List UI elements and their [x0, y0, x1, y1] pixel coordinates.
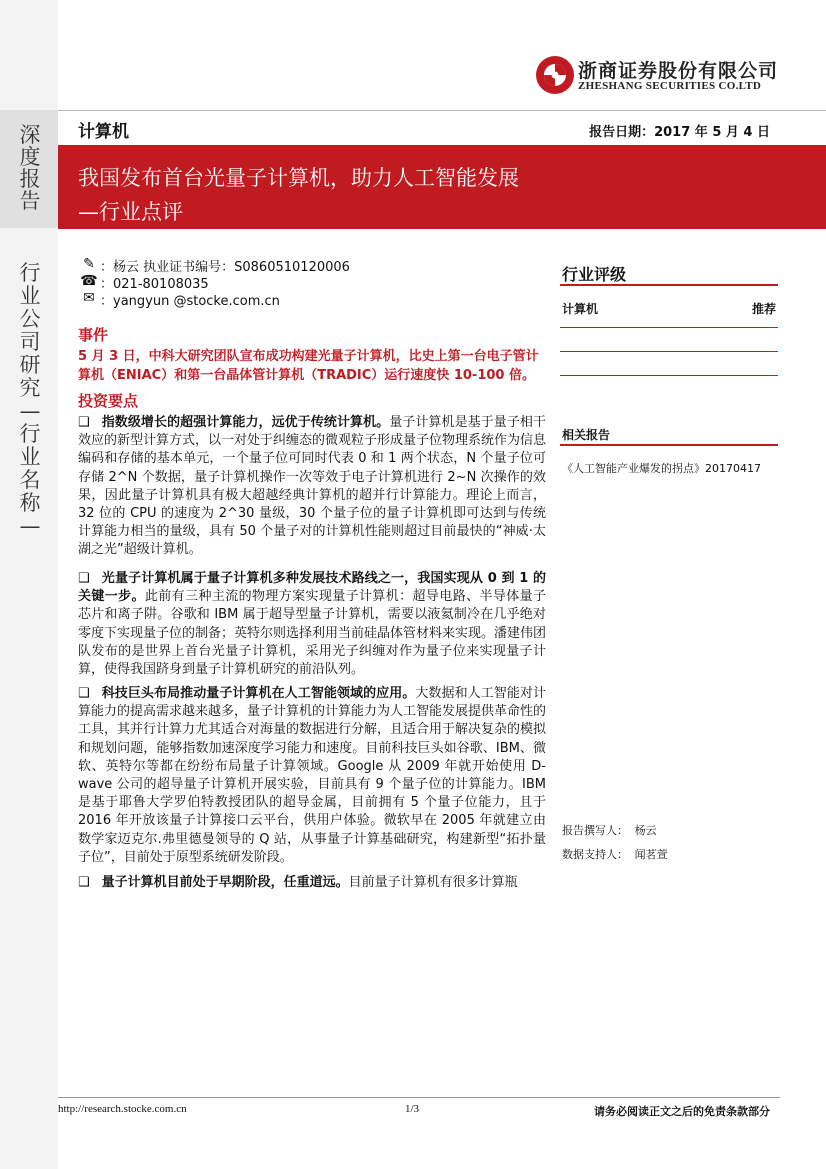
analyst-email[interactable]: ：yangyun @stocke.com.cn [100, 294, 280, 309]
rating-divider-top [560, 284, 778, 286]
page-number: 1/3 [405, 1103, 420, 1115]
phone-icon: ☎ [80, 273, 98, 289]
report-date: 报告日期：2017 年 5 月 4 日 [589, 125, 770, 140]
report-type-label: 深度报告 [19, 123, 41, 213]
point-2-body: 此前有三种主流的物理方案实现量子计算机：超导电路、半导体量子芯片和离子阱。谷歌和 IBM 属于超导型量子计算机，需要以液氦制冷在几乎绝对零度下实现量子位的制备；英特尔则选择利用当前硅晶体管材料来实现。潘建伟团队发布的是世界上首台光量子计算机，采用光子纠缠对作为量子位来实现量子计算，使得我国跻身到量子计算机研究的前沿队列。 [78, 589, 547, 678]
rating-heading: 行业评级 [562, 265, 627, 284]
event-heading: 事件 [78, 326, 109, 344]
point-1-lead: 指数级增长的超强计算能力，远优于传统计算机。 [101, 415, 390, 430]
point-3-body: 大数据和人工智能对计算能力的提高需求越来越多，量子计算机的计算能力为人工智能发展提供革命性的工具，其并行计算力尤其适合对海量的数据进行分解，且适合用于解决复杂的模拟和规划问题，能够指数加速深度学习能力和速度。目前科技巨头如谷歌、IBM、微软、英特尔等都在纷纷布局量子计算领域。Google 从 2009 年就开始使用 D-wave 公司的超导量子计算机开展实验，目前具有 9 个量子位的计算能力。IBM 是基于耶鲁大学罗伯特教授团队的超导金属，目前拥有 5 个量子位能力，且于 2016 年开放该量子计算接口云平台，供用户体验。微软早在 2005 年就建立由数学家迈克尔.弗里德曼领导的 Q 站，从事量子计算基础研究，构建新型“拓扑量子位”，目前处于原型系统研发阶段。 [78, 686, 547, 865]
pen-icon: ✎ [83, 256, 95, 272]
point-1-body: 量子计算机是基于量子相干效应的新型计算方式，以一对处于纠缠态的微观粒子形成量子位物理系统作为信息编码和存储的基本单元，一个量子位可同时代表 0 和 1 两个状态，N 个量子位可存储 2^N 个数据，量子计算机操作一次等效于电子计算机进行 2~N 次操作的效果，因此量子计算机具有极大超越经典计算机的超并行计算能力。理论上而言，32 位的 CPU 的速度为 2^30 量级，30 个量子位的量子计算机即可达到与传统计算能力相当的量级，具有 50 个量子对的计算机性能则超过目前最快的“神威·太湖之光”超级计算机。 [78, 415, 547, 558]
report-subtitle: —行业点评 [78, 200, 183, 224]
point-2-lead: 光量子计算机属于量子计算机多种发展技术路线之一，我国实现从 0 到 1 的关键一步。 [78, 571, 546, 605]
analyst-phone-row [78, 273, 209, 292]
investment-point-2 [78, 570, 546, 679]
company-name-en: ZHESHANG SECURITIES CO.LTD [578, 80, 762, 92]
data-support: 数据支持人： 闻茗萱 [562, 848, 668, 861]
checkbox-bullet-icon: ❑ [78, 875, 90, 890]
related-reports-heading: 相关报告 [562, 428, 611, 442]
report-writer: 报告撰写人： 杨云 [562, 824, 657, 837]
footer-url-link[interactable]: http://research.stocke.com.cn [58, 1103, 187, 1115]
company-logo [534, 54, 779, 96]
point-4-body: 目前量子计算机有很多计算瓶 [348, 875, 518, 890]
checkbox-bullet-icon: ❑ [78, 571, 90, 586]
investment-point-4 [78, 874, 546, 892]
rating-category: 计算机 [562, 302, 599, 316]
investment-point-3 [78, 685, 546, 867]
rating-divider [560, 327, 778, 328]
analyst-phone: ：021-80108035 [100, 277, 209, 292]
report-title: 我国发布首台光量子计算机，助力人工智能发展 [78, 166, 519, 190]
series-label: 行业公司研究—行业名称— [19, 261, 41, 538]
checkbox-bullet-icon: ❑ [78, 415, 90, 430]
rating-divider [560, 375, 778, 376]
footer-disclaimer: 请务必阅读正文之后的免责条款部分 [594, 1105, 770, 1118]
investment-heading: 投资要点 [78, 392, 139, 410]
industry-category: 计算机 [78, 122, 129, 142]
footer-divider [58, 1097, 780, 1098]
analyst-name: ：杨云 执业证书编号：S0860510120006 [100, 260, 350, 275]
analyst-name-row [78, 256, 350, 275]
point-3-lead: 科技巨头布局推动量子计算机在人工智能领域的应用。 [101, 686, 416, 701]
related-report-link[interactable]: 《人工智能产业爆发的拐点》20170417 [562, 462, 761, 475]
related-divider [560, 444, 778, 446]
investment-point-1 [78, 414, 546, 560]
company-name-cn: 浙商证券股份有限公司 [578, 60, 779, 82]
rating-divider [560, 351, 778, 352]
analyst-email-row [78, 290, 280, 309]
event-text: 5 月 3 日，中科大研究团队宣布成功构建光量子计算机，比史上第一台电子管计算机（ENIAC）和第一台晶体管计算机（TRADIC）运行速度快 10-100 倍。 [78, 349, 539, 383]
envelope-icon: ✉ [83, 290, 95, 306]
point-4-lead: 量子计算机目前处于早期阶段，任重道远。 [101, 875, 349, 890]
logo-mark-icon [534, 54, 576, 96]
checkbox-bullet-icon: ❑ [78, 686, 90, 701]
header-divider [58, 110, 826, 111]
rating-value: 推荐 [751, 302, 776, 316]
